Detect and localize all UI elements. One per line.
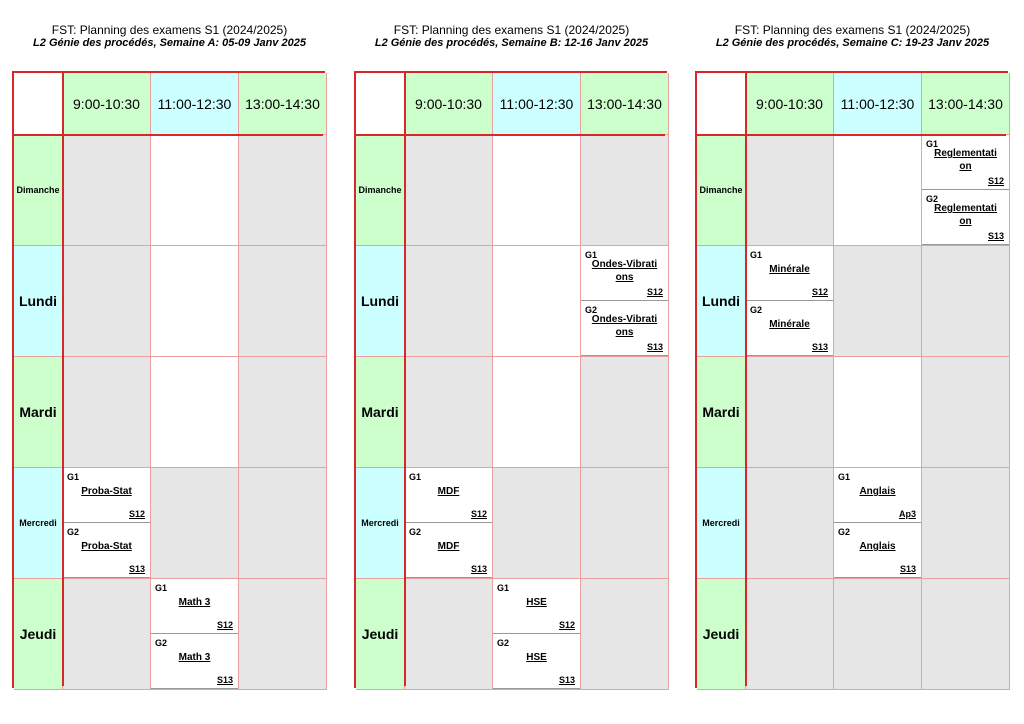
day-header: Mardi bbox=[697, 357, 746, 468]
course-name: HSE bbox=[526, 597, 547, 608]
group-label: G2 bbox=[585, 305, 598, 315]
day-header: Jeudi bbox=[356, 579, 405, 690]
course-name: Ondes-Vibrati ons bbox=[591, 259, 658, 283]
schedule-table bbox=[12, 71, 325, 688]
schedule-cell bbox=[493, 246, 581, 357]
time-slot-header: 11:00-12:30 bbox=[493, 73, 581, 135]
schedule-subtitle: L2 Génie des procédés, Semaine C: 19-23 Janv 2025 bbox=[715, 37, 990, 49]
course-name: Anglais bbox=[859, 486, 896, 497]
schedule-title: FST: Planning des examens S1 (2024/2025) bbox=[393, 23, 630, 37]
schedule-cell bbox=[581, 579, 669, 690]
schedule-cell bbox=[922, 357, 1010, 468]
time-slot-header: 13:00-14:30 bbox=[922, 73, 1010, 135]
day-header: Dimanche bbox=[14, 135, 63, 246]
schedule-cell bbox=[151, 246, 239, 357]
exam-entry bbox=[405, 468, 492, 523]
schedule-cell bbox=[834, 357, 922, 468]
schedule-cell bbox=[151, 468, 239, 579]
time-slot-header: 11:00-12:30 bbox=[834, 73, 922, 135]
schedule-subtitle: L2 Génie des procédés, Semaine B: 12-16 Janv 2025 bbox=[374, 37, 649, 49]
schedule-cell bbox=[581, 246, 669, 357]
group-label: G2 bbox=[838, 527, 851, 537]
corner-cell bbox=[697, 73, 746, 135]
course-name: Minérale bbox=[769, 264, 810, 275]
schedule-cell bbox=[405, 246, 493, 357]
header-row-divider bbox=[356, 134, 665, 136]
day-header: Dimanche bbox=[356, 135, 405, 246]
schedule-cell bbox=[239, 135, 327, 246]
exam-entry bbox=[151, 579, 238, 634]
room-label: S12 bbox=[216, 620, 233, 630]
group-label: G1 bbox=[750, 250, 763, 260]
exam-entry bbox=[746, 301, 833, 356]
room-label: S13 bbox=[216, 675, 233, 685]
schedule-cell bbox=[922, 246, 1010, 357]
schedule-cell bbox=[63, 246, 151, 357]
course-name: MDF bbox=[437, 486, 460, 497]
schedule-cell bbox=[581, 468, 669, 579]
room-label: S13 bbox=[128, 564, 145, 574]
schedule-cell bbox=[493, 579, 581, 690]
exam-entry bbox=[493, 634, 580, 689]
group-label: G1 bbox=[409, 472, 422, 482]
schedule-cell bbox=[151, 357, 239, 468]
corner-cell bbox=[14, 73, 63, 135]
day-header: Mercredi bbox=[14, 468, 63, 579]
time-slot-header: 9:00-10:30 bbox=[746, 73, 834, 135]
course-name: Math 3 bbox=[178, 597, 211, 608]
schedule-table bbox=[354, 71, 667, 688]
schedule-cell bbox=[834, 135, 922, 246]
corner-cell bbox=[356, 73, 405, 135]
day-header: Lundi bbox=[356, 246, 405, 357]
schedule-table bbox=[695, 71, 1008, 688]
exam-entry bbox=[922, 190, 1009, 245]
schedule-subtitle: L2 Génie des procédés, Semaine A: 05-09 Janv 2025 bbox=[33, 37, 306, 49]
group-label: G2 bbox=[750, 305, 763, 315]
group-label: G1 bbox=[155, 583, 168, 593]
room-label: S12 bbox=[987, 176, 1004, 186]
room-label: S12 bbox=[811, 287, 828, 297]
room-label: S12 bbox=[128, 509, 145, 519]
exam-entry bbox=[405, 523, 492, 578]
exam-entry bbox=[63, 468, 150, 523]
exam-entry bbox=[922, 135, 1009, 190]
week-panel bbox=[695, 0, 1010, 724]
course-name: Math 3 bbox=[178, 652, 211, 663]
day-header: Mercredi bbox=[697, 468, 746, 579]
schedule-cell bbox=[581, 135, 669, 246]
group-label: G2 bbox=[155, 638, 168, 648]
exam-entry bbox=[834, 523, 921, 578]
schedule-cell bbox=[405, 135, 493, 246]
schedule-cell bbox=[493, 135, 581, 246]
course-name: Proba-Stat bbox=[81, 486, 132, 497]
course-name: Reglementati on bbox=[934, 148, 997, 172]
course-name: Proba-Stat bbox=[81, 541, 132, 552]
room-label: S13 bbox=[470, 564, 487, 574]
schedule-cell bbox=[746, 579, 834, 690]
exam-entry bbox=[834, 468, 921, 523]
group-label: G1 bbox=[67, 472, 80, 482]
day-column-divider bbox=[745, 73, 747, 686]
time-slot-header: 9:00-10:30 bbox=[405, 73, 493, 135]
group-label: G1 bbox=[838, 472, 851, 482]
schedule-cell bbox=[239, 579, 327, 690]
time-slot-header: 11:00-12:30 bbox=[151, 73, 239, 135]
exam-entry bbox=[746, 246, 833, 301]
time-slot-header: 13:00-14:30 bbox=[239, 73, 327, 135]
room-label: S12 bbox=[470, 509, 487, 519]
room-label: S13 bbox=[899, 564, 916, 574]
course-name: Ondes-Vibrati ons bbox=[591, 314, 658, 338]
schedule-cell bbox=[746, 468, 834, 579]
day-column-divider bbox=[62, 73, 64, 686]
schedule-cell bbox=[493, 357, 581, 468]
schedule-cell bbox=[746, 246, 834, 357]
schedule-cell bbox=[834, 246, 922, 357]
exam-entry bbox=[63, 523, 150, 578]
group-label: G2 bbox=[409, 527, 422, 537]
time-slot-header: 13:00-14:30 bbox=[581, 73, 669, 135]
day-header: Mardi bbox=[356, 357, 405, 468]
day-header: Dimanche bbox=[697, 135, 746, 246]
schedule-cell bbox=[746, 357, 834, 468]
room-label: S13 bbox=[558, 675, 575, 685]
schedule-cell bbox=[239, 246, 327, 357]
schedule-cell bbox=[151, 135, 239, 246]
schedule-cell bbox=[922, 468, 1010, 579]
schedule-cell bbox=[746, 135, 834, 246]
schedule-title: FST: Planning des examens S1 (2024/2025) bbox=[51, 23, 288, 37]
schedule-cell bbox=[405, 579, 493, 690]
room-label: S12 bbox=[646, 287, 663, 297]
group-label: G1 bbox=[497, 583, 510, 593]
course-name: Anglais bbox=[859, 541, 896, 552]
schedule-cell bbox=[834, 468, 922, 579]
room-label: S13 bbox=[811, 342, 828, 352]
schedule-title: FST: Planning des examens S1 (2024/2025) bbox=[734, 23, 971, 37]
day-header: Mercredi bbox=[356, 468, 405, 579]
group-label: G2 bbox=[497, 638, 510, 648]
group-label: G2 bbox=[926, 194, 939, 204]
schedule-cell bbox=[63, 579, 151, 690]
course-name: Minérale bbox=[769, 319, 810, 330]
day-header: Jeudi bbox=[14, 579, 63, 690]
schedule-cell bbox=[239, 468, 327, 579]
group-label: G1 bbox=[585, 250, 598, 260]
day-header: Mardi bbox=[14, 357, 63, 468]
room-label: Ap3 bbox=[898, 509, 916, 519]
schedule-cell bbox=[581, 357, 669, 468]
room-label: S12 bbox=[558, 620, 575, 630]
exam-entry bbox=[581, 301, 668, 356]
schedule-cell bbox=[405, 357, 493, 468]
group-label: G1 bbox=[926, 139, 939, 149]
day-column-divider bbox=[404, 73, 406, 686]
schedule-cell bbox=[834, 579, 922, 690]
exam-entry bbox=[151, 634, 238, 689]
schedule-cell bbox=[63, 135, 151, 246]
time-slot-header: 9:00-10:30 bbox=[63, 73, 151, 135]
room-label: S13 bbox=[987, 231, 1004, 241]
week-panel bbox=[12, 0, 327, 724]
room-label: S13 bbox=[646, 342, 663, 352]
exam-entry bbox=[493, 579, 580, 634]
exam-entry bbox=[581, 246, 668, 301]
day-header: Jeudi bbox=[697, 579, 746, 690]
schedule-cell bbox=[922, 135, 1010, 246]
schedule-cell bbox=[239, 357, 327, 468]
day-header: Lundi bbox=[14, 246, 63, 357]
schedule-cell bbox=[63, 357, 151, 468]
course-name: Reglementati on bbox=[934, 203, 997, 227]
schedule-cell bbox=[151, 579, 239, 690]
schedule-cell bbox=[63, 468, 151, 579]
schedule-cell bbox=[922, 579, 1010, 690]
day-header: Lundi bbox=[697, 246, 746, 357]
group-label: G2 bbox=[67, 527, 80, 537]
schedule-cell bbox=[405, 468, 493, 579]
course-name: HSE bbox=[526, 652, 547, 663]
week-panel bbox=[354, 0, 669, 724]
header-row-divider bbox=[697, 134, 1006, 136]
schedule-cell bbox=[493, 468, 581, 579]
header-row-divider bbox=[14, 134, 323, 136]
course-name: MDF bbox=[437, 541, 460, 552]
